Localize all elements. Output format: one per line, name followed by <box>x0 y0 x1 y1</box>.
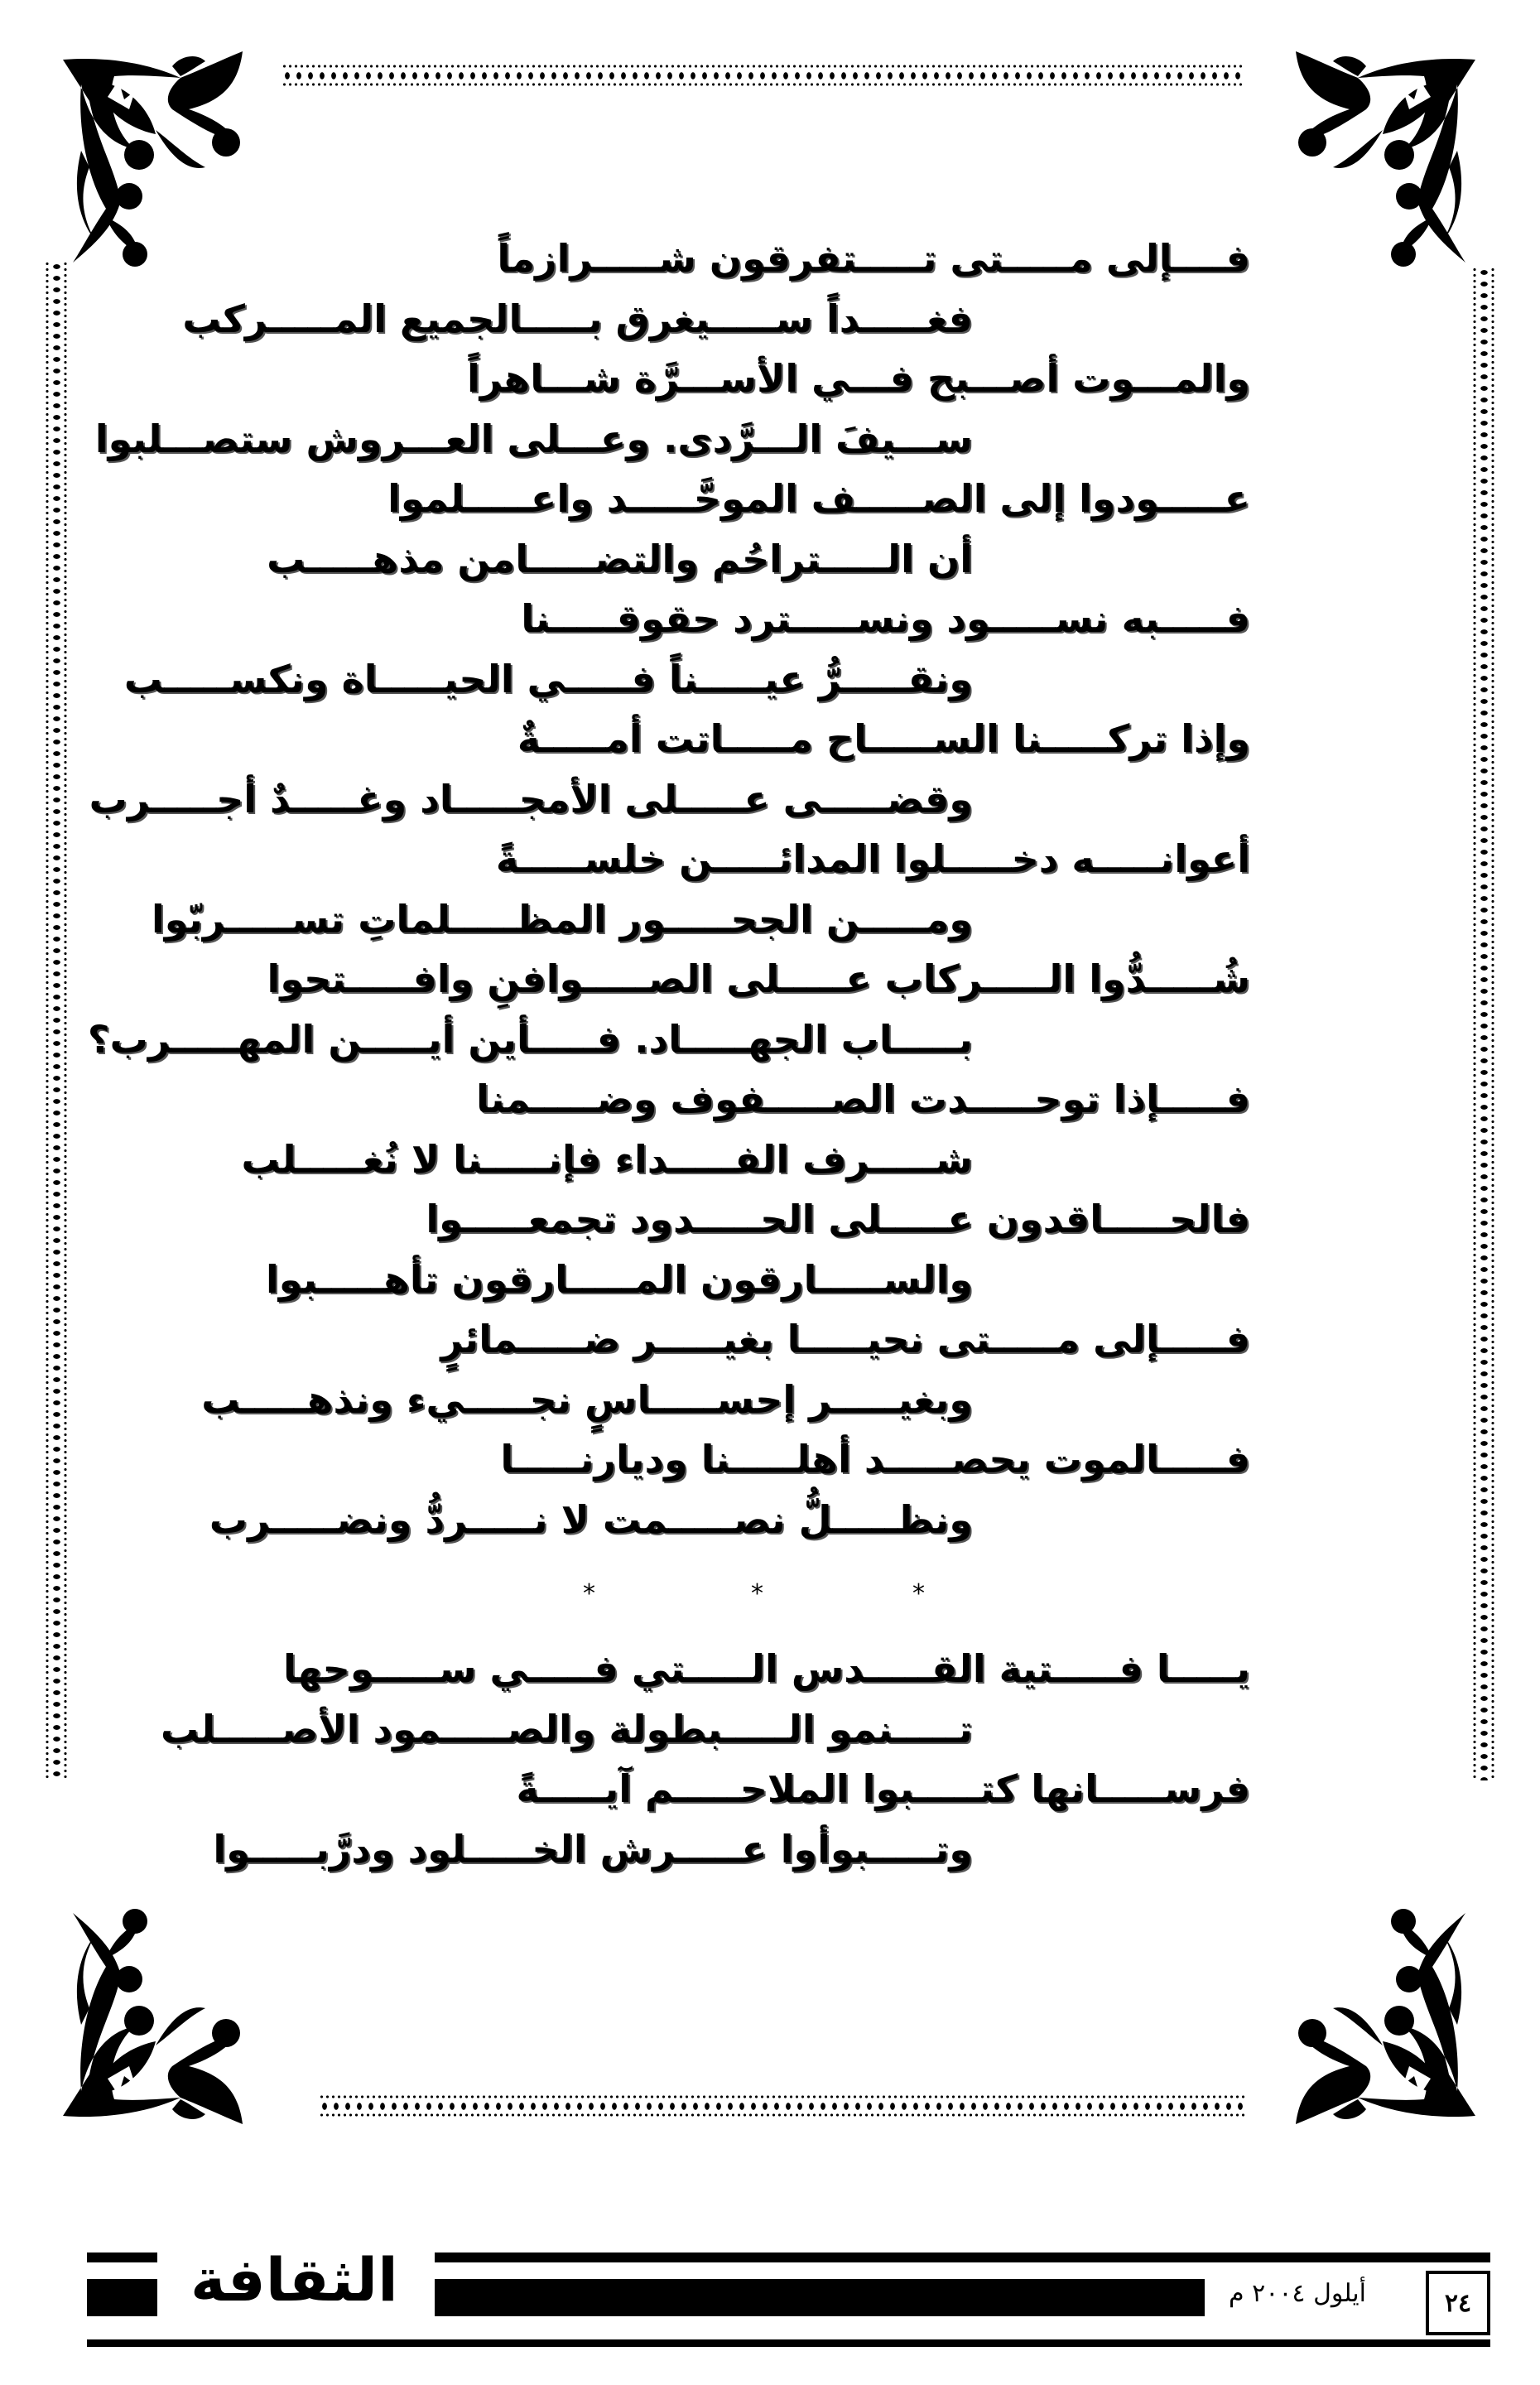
asterisk-icon: * <box>912 1579 925 1608</box>
verse-ajuz: وبغيـــــر إحســـــاسٍ نجـــــيء ونذهـــــب <box>201 1377 973 1422</box>
verse-ajuz: شـــــرف الفـــــداء فإنـــــنا لا نُغـــــلب <box>241 1137 973 1182</box>
verse-ajuz: فغـــــداً ســـــيغرق بـــــالجميع المـــــركب <box>182 296 973 341</box>
verse-sadr: فرســـــانها كتـــــبوا الملاحـــــم آيـــــةً <box>516 1766 1250 1811</box>
verse-ajuz: تـــــنمو الـــــبطولة والصـــــمود الأصـــــلب <box>160 1707 973 1751</box>
verse-ajuz: وتـــــبوأوا عـــــرش الخـــــلود ودرَّبـــــوا <box>213 1827 973 1872</box>
verse-ajuz: وقضـــــى عـــــلى الأمجـــــاد وغـــــدٌ أجـــــرب <box>89 777 973 822</box>
verse-ajuz: ســـيفَ الـــرَّدى. وعـــلى العـــروش ستصـــلبوا <box>94 417 973 461</box>
verse-sadr: فـــــالموت يحصـــــد أهلـــــنا وديارنـــــا <box>500 1437 1250 1482</box>
verse-sadr: والمـــوت أصـــبح فـــي الأســـرَّة شـــاهراً <box>466 356 1250 401</box>
verse-sadr: فـــــإذا توحـــــدت الصـــــفوف وضـــــمنا <box>475 1077 1250 1121</box>
bottom-dotted-border <box>319 2095 1246 2117</box>
verse-sadr: شُـــــدُّوا الـــــركاب عـــــلى الصـــــوافنِ وافـــــتحوا <box>267 956 1250 1001</box>
asterisk-icon: * <box>751 1579 763 1608</box>
footer-bar-left-bottom <box>87 2279 157 2316</box>
section-separator <box>0 1578 1540 1611</box>
page-number-box <box>1426 2271 1490 2335</box>
verse-sadr: فـــــبه نســـــود ونســـــترد حقوقـــــنا <box>521 596 1250 641</box>
verse-ajuz: ومـــــن الجحـــــور المظـــــلماتِ تســـــربّوا <box>151 897 973 942</box>
issue-date: أيلول ٢٠٠٤ م <box>1228 2279 1366 2308</box>
corner-ornament-icon-top-left <box>56 51 255 267</box>
page-footer <box>87 2236 1490 2348</box>
footer-bar-left-top <box>87 2252 157 2262</box>
right-dotted-border <box>1473 267 1494 1780</box>
verse-sadr: أعوانـــــه دخـــــلوا المدائـــــن خلســـــةً <box>495 836 1250 881</box>
verse-sadr: فــــإلى مـــــتى تـــــتفرقون شـــــرازماً <box>497 236 1250 281</box>
verse-ajuz: بـــــاب الجهـــــاد. فـــــأين أيـــــن المهـــــرب؟ <box>87 1017 973 1062</box>
verse-ajuz: ونظـــــلُّ نصـــــمت لا نـــــردُّ ونضـــــرب <box>209 1497 973 1542</box>
verse-sadr: فالحـــــاقدون عـــــلى الحـــــدود تجمعـــــوا <box>426 1197 1250 1241</box>
verse-sadr: وإذا تركـــــنا الســـــاح مـــــاتت أمـــــةٌ <box>517 716 1250 761</box>
verse-ajuz: ونقـــــرُّ عيـــــناً فـــــي الحيـــــاة ونكســـــب <box>123 657 973 701</box>
page-number: ٢٤ <box>1444 2288 1472 2318</box>
left-dotted-border <box>46 261 67 1780</box>
verse-ajuz: أن الـــــتراحُم والتضـــــامن مذهـــــب <box>267 537 973 581</box>
verse-sadr: فـــــإلى مـــــتى نحيـــــا بغيـــــر ضـــــمائرٍ <box>440 1317 1250 1361</box>
footer-rule-bottom <box>87 2339 1490 2347</box>
top-dotted-border <box>282 65 1242 86</box>
magazine-logo: الثقافة <box>190 2245 398 2315</box>
corner-ornament-icon-bottom-right <box>1283 1909 1482 2124</box>
footer-black-bar <box>435 2279 1205 2316</box>
footer-rule-top <box>435 2252 1490 2262</box>
corner-ornament-icon-bottom-left <box>56 1909 255 2124</box>
verse-ajuz: والســـــارقون المـــــارقون تأهـــــبوا <box>266 1257 973 1302</box>
asterisk-icon: * <box>583 1579 595 1608</box>
verse-sadr: عـــــودوا إلى الصـــــف الموحَّـــــد واعـــــلموا <box>387 476 1250 521</box>
corner-ornament-icon-top-right <box>1283 51 1482 267</box>
verse-sadr: يـــــا فـــــتية القـــــدس الـــــتي فـــــي ســـــوحها <box>283 1646 1250 1691</box>
